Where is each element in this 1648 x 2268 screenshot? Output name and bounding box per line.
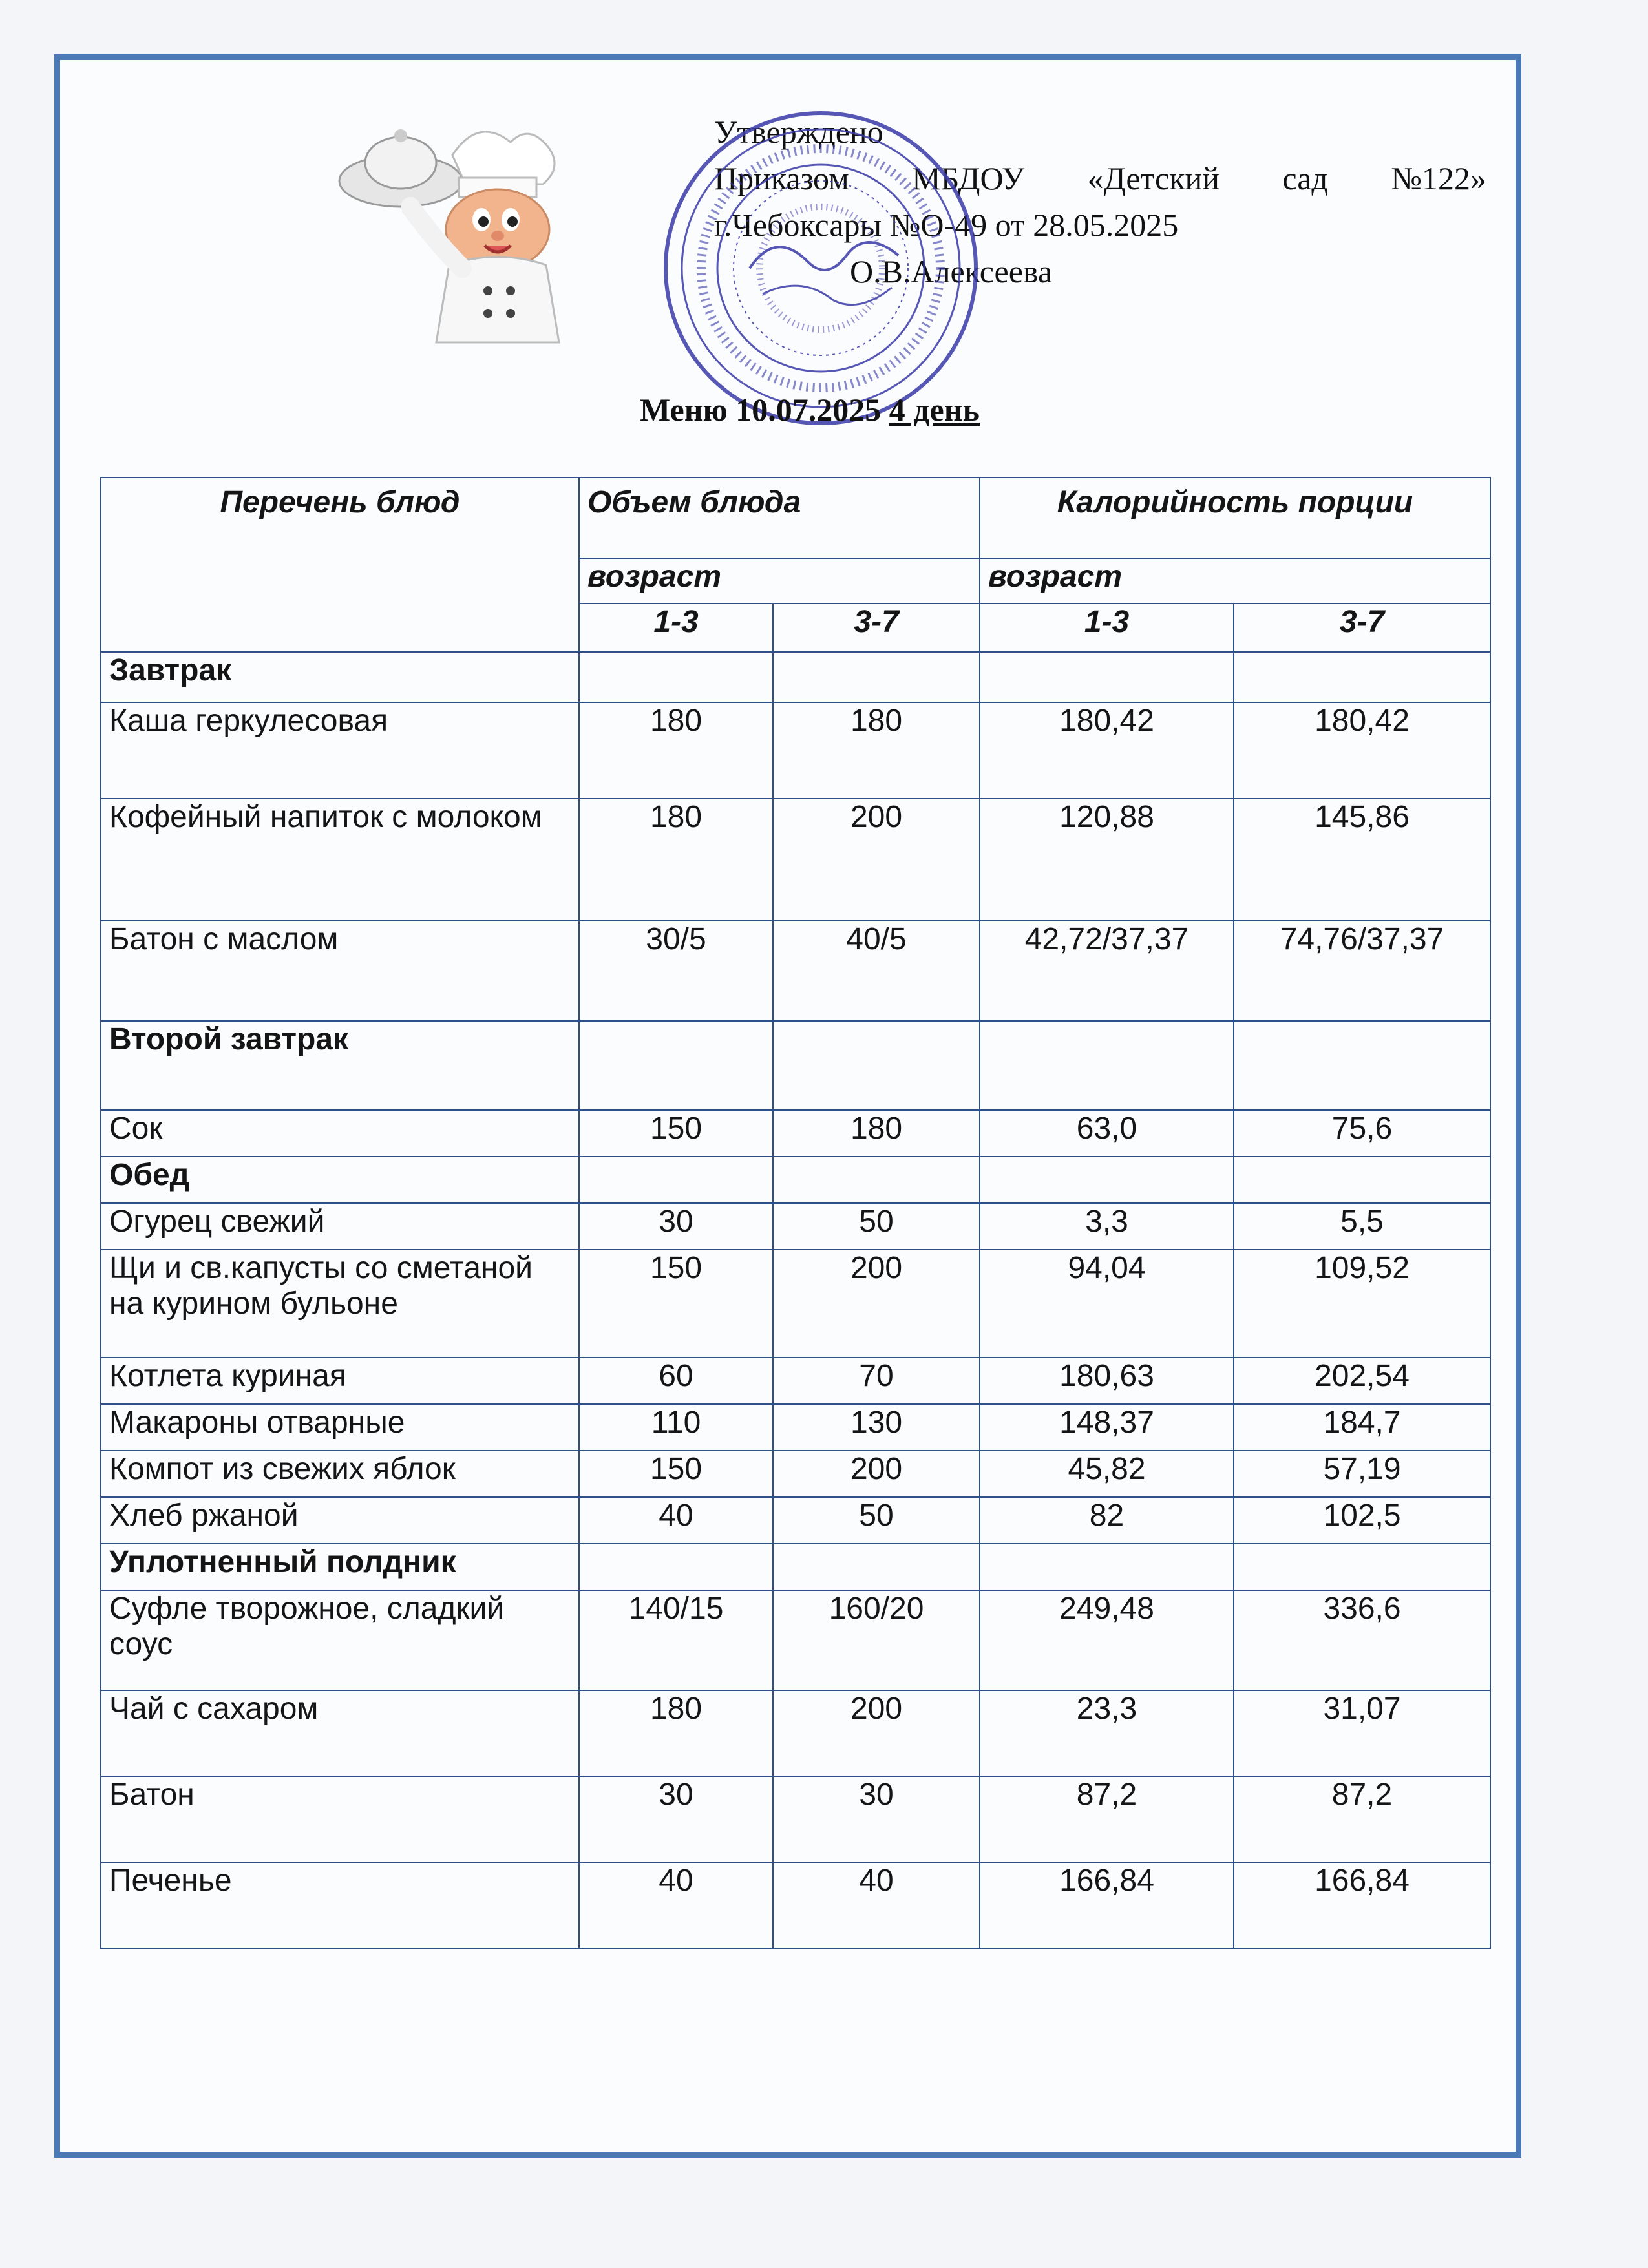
volume-3-7: 200 bbox=[773, 1690, 980, 1776]
volume-3-7: 50 bbox=[773, 1497, 980, 1544]
volume-3-7: 40 bbox=[773, 1862, 980, 1948]
table-row bbox=[101, 1497, 1490, 1544]
calories-3-7: 5,5 bbox=[1234, 1203, 1490, 1250]
calories-1-3: 94,04 bbox=[980, 1250, 1234, 1357]
empty-cell bbox=[980, 652, 1234, 702]
volume-1-3: 30 bbox=[579, 1203, 773, 1250]
calories-3-7: 57,19 bbox=[1234, 1451, 1490, 1497]
empty-cell bbox=[1234, 1021, 1490, 1111]
approval-org-name-2: сад bbox=[1282, 160, 1328, 196]
empty-cell bbox=[1234, 1544, 1490, 1590]
volume-3-7: 70 bbox=[773, 1358, 980, 1404]
calories-3-7: 87,2 bbox=[1234, 1776, 1490, 1862]
calories-1-3: 3,3 bbox=[980, 1203, 1234, 1250]
calories-1-3: 63,0 bbox=[980, 1110, 1234, 1157]
approval-org-name-3: №122» bbox=[1391, 160, 1486, 196]
volume-1-3: 150 bbox=[579, 1250, 773, 1357]
calories-1-3: 42,72/37,37 bbox=[980, 921, 1234, 1021]
calories-1-3: 166,84 bbox=[980, 1862, 1234, 1948]
volume-1-3: 180 bbox=[579, 702, 773, 799]
dish-name: Каша геркулесовая bbox=[101, 702, 579, 799]
calories-1-3: 120,88 bbox=[980, 799, 1234, 920]
calories-1-3: 180,42 bbox=[980, 702, 1234, 799]
volume-3-7: 200 bbox=[773, 1250, 980, 1357]
dish-name: Батон bbox=[101, 1776, 579, 1862]
table-row bbox=[101, 1451, 1490, 1497]
header-calories-age: возраст bbox=[980, 558, 1490, 604]
dish-name: Суфле творожное, сладкий соус bbox=[101, 1590, 579, 1690]
header-calories: Калорийность порции bbox=[980, 478, 1490, 558]
volume-1-3: 150 bbox=[579, 1110, 773, 1157]
section-title: Уплотненный полдник bbox=[101, 1544, 579, 1590]
calories-1-3: 23,3 bbox=[980, 1690, 1234, 1776]
empty-cell bbox=[773, 1544, 980, 1590]
calories-3-7: 75,6 bbox=[1234, 1110, 1490, 1157]
table-row bbox=[101, 1862, 1490, 1948]
calories-1-3: 148,37 bbox=[980, 1404, 1234, 1451]
section-title: Завтрак bbox=[101, 652, 579, 702]
table-row bbox=[101, 1404, 1490, 1451]
empty-cell bbox=[579, 1021, 773, 1111]
dish-name: Батон с маслом bbox=[101, 921, 579, 1021]
calories-1-3: 45,82 bbox=[980, 1451, 1234, 1497]
calories-3-7: 31,07 bbox=[1234, 1690, 1490, 1776]
volume-3-7: 180 bbox=[773, 1110, 980, 1157]
empty-cell bbox=[773, 1157, 980, 1203]
calories-3-7: 202,54 bbox=[1234, 1358, 1490, 1404]
calories-3-7: 145,86 bbox=[1234, 799, 1490, 920]
empty-cell bbox=[773, 1021, 980, 1111]
volume-3-7: 180 bbox=[773, 702, 980, 799]
table-row bbox=[101, 1203, 1490, 1250]
calories-3-7: 109,52 bbox=[1234, 1250, 1490, 1357]
menu-day: 4 день bbox=[889, 392, 980, 428]
empty-cell bbox=[579, 1157, 773, 1203]
volume-1-3: 40 bbox=[579, 1497, 773, 1544]
volume-1-3: 180 bbox=[579, 1690, 773, 1776]
header-calories-age-1-3: 1-3 bbox=[980, 604, 1234, 652]
approval-org-type: МБДОУ bbox=[912, 160, 1025, 196]
approval-org-name-1: «Детский bbox=[1087, 160, 1220, 196]
volume-1-3: 40 bbox=[579, 1862, 773, 1948]
table-row bbox=[101, 1690, 1490, 1776]
section-row bbox=[101, 652, 1490, 702]
calories-3-7: 102,5 bbox=[1234, 1497, 1490, 1544]
dish-name: Хлеб ржаной bbox=[101, 1497, 579, 1544]
approval-title: Утверждено bbox=[714, 114, 883, 150]
dish-name: Чай с сахаром bbox=[101, 1690, 579, 1776]
header-volume-age-1-3: 1-3 bbox=[579, 604, 773, 652]
volume-1-3: 110 bbox=[579, 1404, 773, 1451]
table-row bbox=[101, 1358, 1490, 1404]
calories-3-7: 74,76/37,37 bbox=[1234, 921, 1490, 1021]
header-calories-age-3-7: 3-7 bbox=[1234, 604, 1490, 652]
volume-3-7: 160/20 bbox=[773, 1590, 980, 1690]
volume-3-7: 200 bbox=[773, 1451, 980, 1497]
section-row bbox=[101, 1544, 1490, 1590]
dish-name: Печенье bbox=[101, 1862, 579, 1948]
table-row bbox=[101, 1590, 1490, 1690]
empty-cell bbox=[579, 652, 773, 702]
dish-name: Кофейный напиток с молоком bbox=[101, 799, 579, 920]
empty-cell bbox=[1234, 652, 1490, 702]
dish-name: Компот из свежих яблок bbox=[101, 1451, 579, 1497]
header-volume-age: возраст bbox=[579, 558, 980, 604]
volume-3-7: 40/5 bbox=[773, 921, 980, 1021]
round-seal-stamp-icon bbox=[653, 100, 989, 436]
calories-3-7: 180,42 bbox=[1234, 702, 1490, 799]
volume-1-3: 150 bbox=[579, 1451, 773, 1497]
table-row bbox=[101, 702, 1490, 799]
approval-signatory: О.В.Алексеева bbox=[850, 253, 1053, 289]
volume-1-3: 140/15 bbox=[579, 1590, 773, 1690]
volume-1-3: 30/5 bbox=[579, 921, 773, 1021]
table-row bbox=[101, 1110, 1490, 1157]
section-title: Обед bbox=[101, 1157, 579, 1203]
volume-1-3: 30 bbox=[579, 1776, 773, 1862]
table-row bbox=[101, 921, 1490, 1021]
dish-name: Щи и св.капусты со сметаной на курином бульоне bbox=[101, 1250, 579, 1357]
dish-name: Сок bbox=[101, 1110, 579, 1157]
approval-order-number: г.Чебоксары №О-49 от 28.05.2025 bbox=[714, 207, 1179, 243]
table-row bbox=[101, 799, 1490, 920]
empty-cell bbox=[579, 1544, 773, 1590]
calories-1-3: 87,2 bbox=[980, 1776, 1234, 1862]
empty-cell bbox=[1234, 1157, 1490, 1203]
approval-order-word: Приказом bbox=[714, 160, 849, 196]
menu-date: Меню 10.07.2025 bbox=[640, 392, 882, 428]
volume-3-7: 200 bbox=[773, 799, 980, 920]
section-title: Второй завтрак bbox=[101, 1021, 579, 1111]
menu-title bbox=[640, 391, 980, 428]
dish-name: Огурец свежий bbox=[101, 1203, 579, 1250]
volume-1-3: 60 bbox=[579, 1358, 773, 1404]
empty-cell bbox=[980, 1157, 1234, 1203]
volume-3-7: 130 bbox=[773, 1404, 980, 1451]
empty-cell bbox=[773, 652, 980, 702]
empty-cell bbox=[980, 1021, 1234, 1111]
table-row bbox=[101, 1776, 1490, 1862]
calories-1-3: 82 bbox=[980, 1497, 1234, 1544]
header-dish-list: Перечень блюд bbox=[101, 478, 579, 652]
dish-name: Котлета куриная bbox=[101, 1358, 579, 1404]
section-row bbox=[101, 1021, 1490, 1111]
table-row bbox=[101, 1250, 1490, 1357]
dish-name: Макароны отварные bbox=[101, 1404, 579, 1451]
volume-1-3: 180 bbox=[579, 799, 773, 920]
calories-1-3: 180,63 bbox=[980, 1358, 1234, 1404]
volume-3-7: 50 bbox=[773, 1203, 980, 1250]
section-row bbox=[101, 1157, 1490, 1203]
empty-cell bbox=[980, 1544, 1234, 1590]
chef-illustration-icon bbox=[304, 116, 575, 349]
header-volume-age-3-7: 3-7 bbox=[773, 604, 980, 652]
menu-table bbox=[100, 477, 1491, 1949]
calories-1-3: 249,48 bbox=[980, 1590, 1234, 1690]
calories-3-7: 166,84 bbox=[1234, 1862, 1490, 1948]
volume-3-7: 30 bbox=[773, 1776, 980, 1862]
calories-3-7: 184,7 bbox=[1234, 1404, 1490, 1451]
calories-3-7: 336,6 bbox=[1234, 1590, 1490, 1690]
header-volume: Объем блюда bbox=[579, 478, 980, 558]
menu-table-body bbox=[101, 652, 1490, 1948]
